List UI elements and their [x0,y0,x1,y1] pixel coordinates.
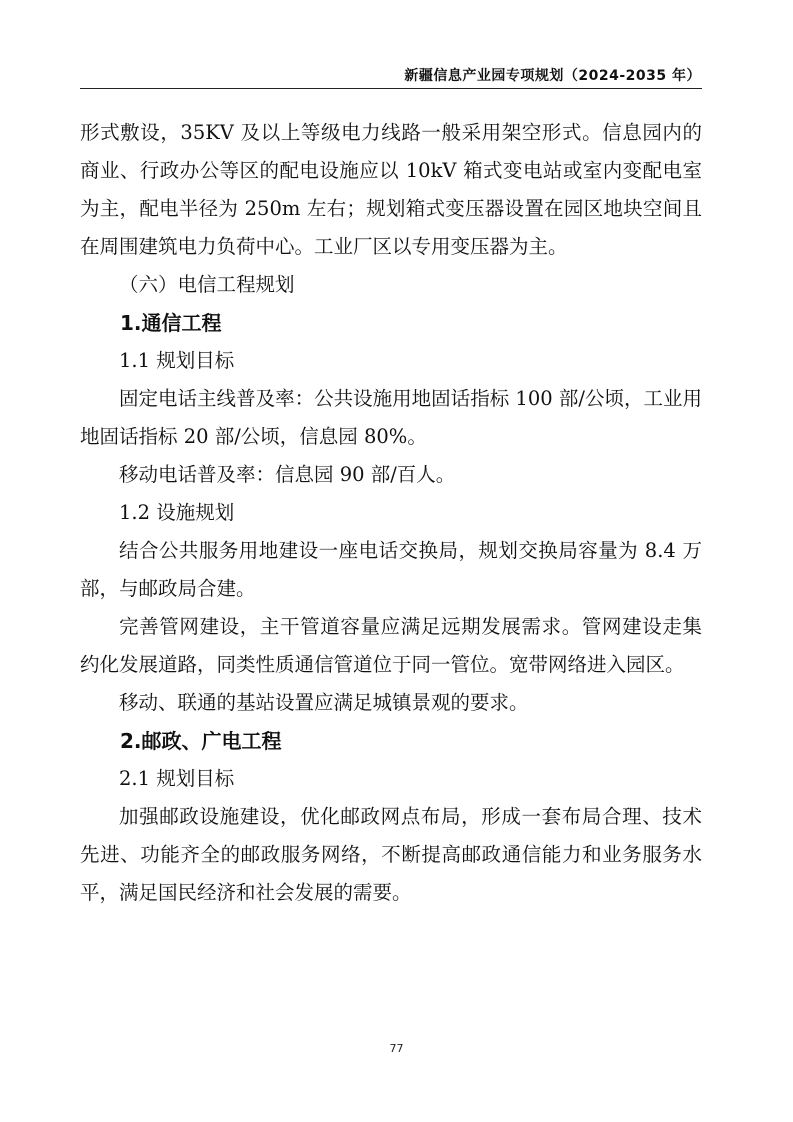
section-heading-telecom: （六）电信工程规划 [119,273,295,296]
subheading-planning-goals-1: 1.1 规划目标 [119,349,235,372]
subheading-facility-planning: 1.2 设施规划 [119,501,235,524]
heading-communication-engineering: 1.通信工程 [120,311,222,335]
paragraph-postal-facilities: 加强邮政设施建设，优化邮政网点布局，形成一套布局合理、技术先进、功能齐全的邮政服务网络，不断提高邮政通信能力和业务服务水平，满足国民经济和社会发展的需要。 [80,805,702,904]
paragraph-base-stations: 移动、联通的基站设置应满足城镇景观的要求。 [119,691,529,714]
paragraph-pipe-network: 完善管网建设，主干管道容量应满足远期发展需求。管网建设走集约化发展道路，同类性质通信管道位于同一管位。宽带网络进入园区。 [80,615,702,676]
header-divider [80,88,702,89]
paragraph-mobile-penetration: 移动电话普及率：信息园 90 部/百人。 [119,463,456,486]
subheading-planning-goals-2: 2.1 规划目标 [119,767,235,790]
heading-postal-broadcast: 2.邮政、广电工程 [120,729,282,753]
page-body [80,114,702,912]
paragraph-telephone-exchange: 结合公共服务用地建设一座电话交换局，规划交换局容量为 8.4 万部，与邮政局合建。 [80,539,702,600]
paragraph-power-lines: 形式敷设，35KV 及以上等级电力线路一般采用架空形式。信息园内的商业、行政办公等区的配电设施应以 10kV 箱式变电站或室内变配电室为主，配电半径为 250m 左右；规划箱式变压器设置在园区地块空间且在周围建筑电力负荷中心。工业厂区以专用变压器为主。 [80,121,702,258]
header-title: 新疆信息产业园专项规划（2024-2035 年） [404,68,701,84]
page-number: 77 [389,1042,404,1055]
paragraph-landline-penetration: 固定电话主线普及率：公共设施用地固话指标 100 部/公顷，工业用地固话指标 20 部/公顷，信息园 80%。 [80,387,702,448]
